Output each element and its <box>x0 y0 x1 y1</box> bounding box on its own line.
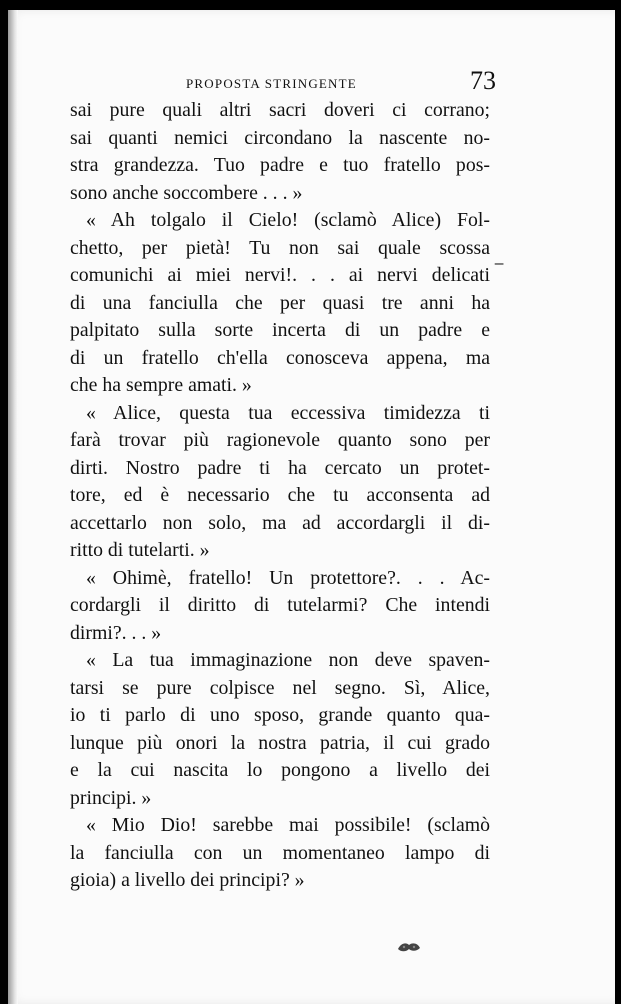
text-line: accettarlo non solo, ma ad accordargli il di- <box>70 511 490 534</box>
page-number: 73 <box>470 66 496 95</box>
margin-mark: ‒ <box>494 253 505 272</box>
text-line: sono anche soccombere . . . » <box>70 181 303 204</box>
body-text <box>70 97 490 895</box>
text-line: « Ah tolgalo il Cielo! (sclamò Alice) Fol- <box>86 209 490 231</box>
text-line: dirti. Nostro padre ti ha cercato un protet- <box>70 456 490 479</box>
page-spine-shadow <box>8 10 18 1004</box>
text-line: chetto, per pietà! Tu non sai quale scossa <box>70 236 490 259</box>
text-line: « Mio Dio! sarebbe mai possibile! (sclamò <box>86 814 490 836</box>
text-line: « Alice, questa tua eccessiva timidezza ti <box>86 401 490 424</box>
text-line: lunque più onori la nostra patria, il cui grado <box>70 731 490 754</box>
text-line: comunichi ai miei nervi!. . . ai nervi delicati <box>70 264 490 286</box>
text-line: che ha sempre amati. » <box>70 374 252 396</box>
text-line: stra grandezza. Tuo padre e tuo fratello pos- <box>70 154 490 176</box>
text-line: farà trovar più ragionevole quanto sono per <box>70 429 490 451</box>
running-head: PROPOSTA STRINGENTE <box>186 76 357 91</box>
text-line: tore, ed è necessario che tu acconsenta ad <box>70 484 490 506</box>
text-line: di una fanciulla che per quasi tre anni ha <box>70 291 490 314</box>
text-line: io ti parlo di uno sposo, grande quanto qua- <box>70 704 490 726</box>
text-line: palpitato sulla sorte incerta di un padre e <box>70 319 490 341</box>
text-line: di un fratello ch'ella conosceva appena, ma <box>70 346 490 369</box>
book-page <box>8 10 615 1004</box>
text-line: gioia) a livello dei principi? » <box>70 869 305 891</box>
ink-blot-ornament <box>396 940 422 954</box>
text-line: ritto di tutelarti. » <box>70 539 210 561</box>
text-line: principi. » <box>70 786 152 809</box>
text-line: « La tua immaginazione non deve spaven- <box>86 649 490 671</box>
text-line: la fanciulla con un momentaneo lampo di <box>70 841 490 864</box>
text-line: sai pure quali altri sacri doveri ci corrano; <box>70 99 490 121</box>
text-line: sai quanti nemici circondano la nascente no- <box>70 126 490 149</box>
text-line: cordargli il diritto di tutelarmi? Che intendi <box>70 594 490 616</box>
text-line: dirmi?. . . » <box>70 621 162 644</box>
page-header <box>8 68 615 98</box>
text-line: e la cui nascita lo pongono a livello dei <box>70 759 490 781</box>
text-line: tarsi se pure colpisce nel segno. Sì, Alice, <box>70 676 490 699</box>
text-line: « Ohimè, fratello! Un protettore?. . . Ac- <box>86 566 490 589</box>
